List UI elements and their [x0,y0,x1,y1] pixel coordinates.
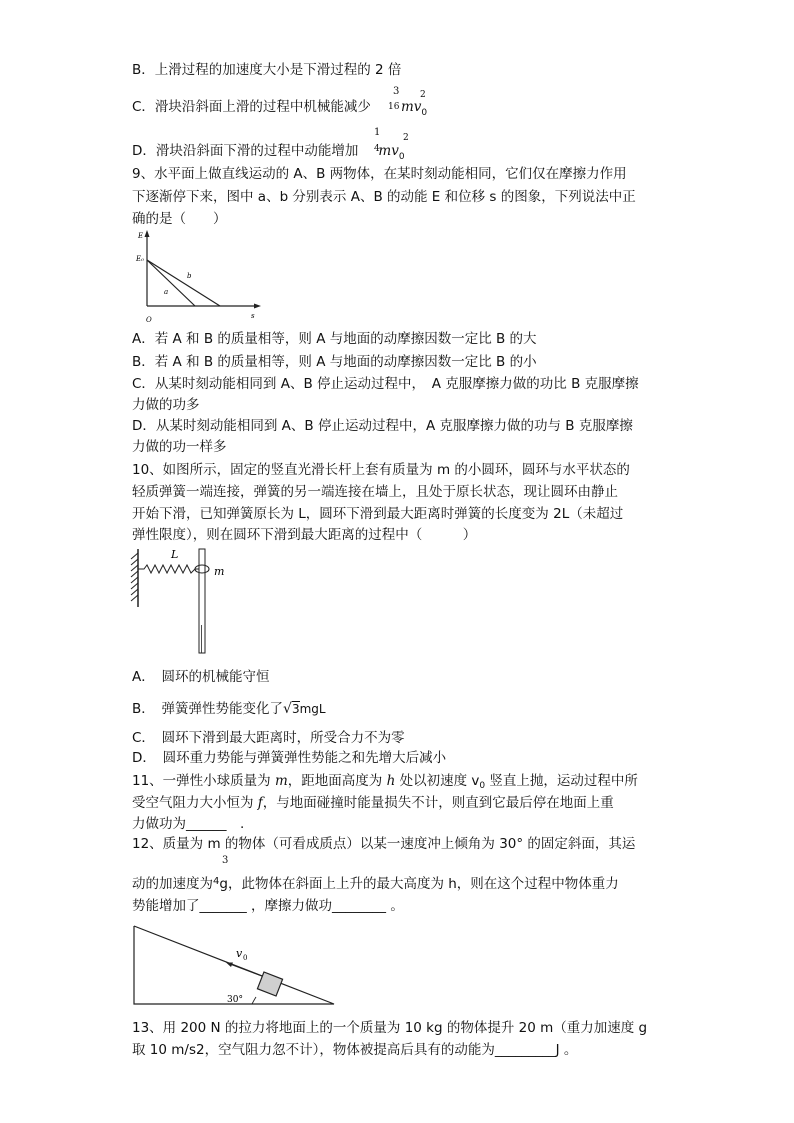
q8-option-d-text: D．滑块沿斜面下滑的过程中动能增加 [132,143,359,159]
q8-option-d-expr: mv [378,143,399,159]
q10-option-b-tail: mgL [299,702,326,716]
q11-text-c: 处以初速度 v [395,773,480,789]
q9-option-a: A．若 A 和 B 的质量相等，则 A 与地面的动摩擦因数一定比 B 的大 [132,331,537,347]
q10-spring-ring-figure [128,545,238,655]
q12-text-b: g，此物体在斜面上上升的最大高度为 h，则在这个过程中物体重力 [219,876,619,892]
q8-option-d-sup: 2 [403,133,409,143]
q9-option-c-line1: C．从某时刻动能相同到 A、B 停止运动过程中， A 克服摩擦力做的功比 B 克服摩擦 [132,376,639,392]
q10-mass-label: m [214,565,225,578]
q8-option-c-expr: mv [400,99,422,115]
q9-option-b: B．若 A 和 B 的质量相等，则 A 与地面的动摩擦因数一定比 B 的小 [132,354,537,370]
q9-stem-line3: 确的是（ ） [132,211,227,227]
q13-line1: 13、用 200 N 的拉力将地面上的一个质量为 10 kg 的物体提升 20 m（重力加速度 g [132,1020,648,1036]
q9-origin-label: O [146,316,152,324]
q10-spring-label: L [171,548,179,561]
q9-x-axis-label: s [251,312,255,320]
q11-text-d: 竖直上抛，运动过程中所 [485,773,638,789]
q8-option-d-sub: 0 [398,152,405,162]
q8-option-c [132,97,427,123]
q11-line2 [132,793,614,813]
q10-stem-line4: 弹性限度），则在圆环下滑到最大距离的过程中（ ） [132,527,477,543]
q10-option-a: A． 圆环的机械能守恒 [132,669,270,685]
q8-option-c-sub: 0 [421,108,428,118]
q8-option-d-frac-den: 4 [374,144,380,154]
q10-spring [138,565,199,573]
q11-text-e: 受空气阻力大小恒为 [132,795,258,811]
q9-a-label: a [164,288,169,296]
q9-stem-line2: 下逐渐停下来，图中 a、b 分别表示 A、B 的动能 E 和位移 s 的图象，下列说法中正 [132,189,636,205]
q11-height-symbol: h [386,773,396,789]
q12-velocity-subscript: 0 [243,954,248,962]
q8-option-c-sup: 2 [420,90,426,100]
q12-incline-figure [132,924,337,1008]
q10-option-b [132,699,326,719]
q10-option-b-text: B． 弹簧弹性势能变化了 [132,701,284,717]
q9-b-label: b [187,272,192,280]
q9-e0-label: E₀ [136,255,144,263]
sqrt-symbol: √ [283,701,292,717]
q9-line-b [147,260,220,306]
q11-force-symbol: f [257,795,263,811]
q9-line-a [147,260,195,306]
q8-option-c-text: C．滑块沿斜面上滑的过程中机械能减少 [132,99,371,115]
q11-line3: 力做功为______ . [132,816,245,832]
q9-option-d-line1: D．从某时刻动能相同到 A、B 停止运动过程中，A 克服摩擦力做的功与 B 克服摩擦 [132,418,633,434]
q10-stem-line2: 轻质弹簧一端连接，弹簧的另一端连接在墙上，且处于原长状态，现让圆环由静止 [132,484,618,500]
q9-option-d-line2: 力做的功一样多 [132,439,227,455]
q9-stem-line1: 9、水平面上做直线运动的 A、B 两物体，在某时刻动能相同，它们仅在摩擦力作用 [132,166,627,182]
q10-option-d: D． 圆环重力势能与弹簧弹性势能之和先增大后减小 [132,750,447,766]
q8-option-d-frac-num: 1 [374,127,381,138]
q11-text-a: 11、一弹性小球质量为 [132,773,275,789]
q10-option-b-root: 3 [291,702,300,716]
q9-y-axis-label: E [138,232,144,240]
q11-text-b: ，距地面高度为 [287,773,387,789]
q9-energy-displacement-graph [135,228,265,326]
q12-line3: 势能增加了_______ ，摩擦力做功________ 。 [132,898,404,914]
q11-mass-symbol: m [274,773,288,789]
q12-angle-label: 30° [227,995,243,1005]
q9-option-c-line2: 力做的功多 [132,397,200,413]
q8-option-c-frac-num: 3 [393,86,400,97]
q12-text-a: 动的加速度为 [132,876,213,892]
q12-velocity-label: v [236,947,243,960]
q13-line2: 取 10 m/s2，空气阻力忽不计），物体被提高后具有的动能为_________J 。 [132,1042,578,1058]
q8-option-c-frac-den: 16 [388,102,400,112]
q10-stem-line3: 开始下滑，已知弹簧原长为 L，圆环下滑到最大距离时弹簧的长度变为 2L（未超过 [132,506,624,522]
q10-stem-line1: 10、如图所示，固定的竖直光滑长杆上套有质量为 m 的小圆环，圆环与水平状态的 [132,462,630,478]
q12-frac-num: 3 [222,855,229,866]
q12-line1: 12、质量为 m 的物体（可看成质点）以某一速度冲上倾角为 30° 的固定斜面，其运 [132,836,636,852]
q12-velocity-arrow [230,964,262,976]
q10-option-c: C． 圆环下滑到最大距离时，所受合力不为零 [132,730,405,746]
q11-velocity-subscript: 0 [479,781,486,791]
q11-text-f: ，与地面碰撞时能量损失不计，则直到它最后停在地面上重 [262,795,614,811]
q12-frac-den: 4 [213,876,220,887]
q12-line2 [132,872,619,894]
q8-option-b: B．上滑过程的加速度大小是下滑过程的 2 倍 [132,62,402,78]
